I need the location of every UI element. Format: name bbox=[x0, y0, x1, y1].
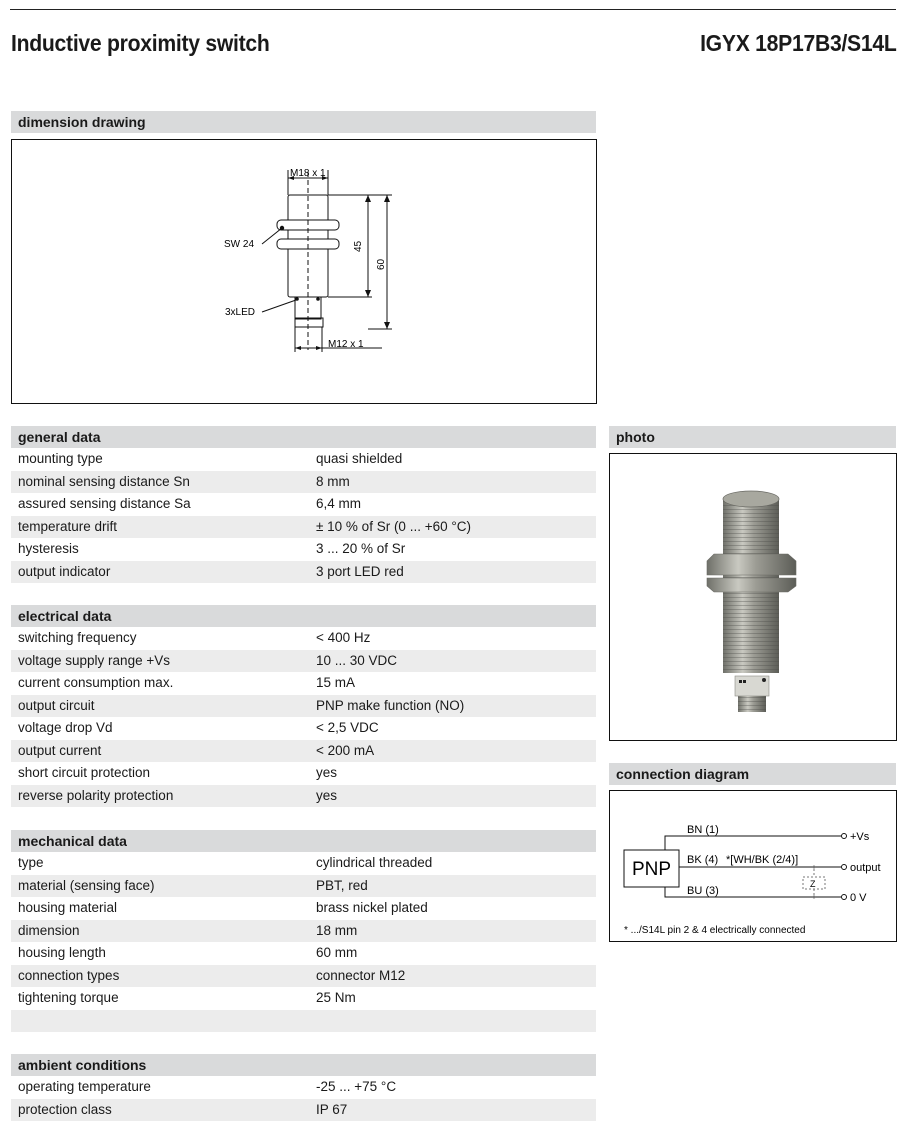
top-rule bbox=[10, 9, 896, 10]
table-row bbox=[11, 1076, 596, 1099]
page-title: Inductive proximity switch bbox=[11, 30, 270, 56]
row-value: connector M12 bbox=[316, 967, 406, 983]
terminal-output-label: output bbox=[850, 862, 881, 874]
row-key: assured sensing distance Sa bbox=[18, 496, 191, 511]
row-value: PNP make function (NO) bbox=[316, 697, 465, 713]
ambient-conditions-heading: ambient conditions bbox=[11, 1054, 596, 1076]
hex-nut-lower bbox=[707, 578, 796, 592]
dimension-drawing bbox=[12, 140, 596, 403]
thread-bottom-label: M12 x 1 bbox=[328, 339, 364, 350]
table-row bbox=[11, 942, 596, 965]
row-key: switching frequency bbox=[18, 630, 137, 645]
led-label: 3xLED bbox=[225, 307, 256, 318]
row-key: type bbox=[18, 855, 44, 870]
footnote: * .../S14L pin 2 & 4 electrically connected bbox=[624, 925, 806, 936]
table-row-empty bbox=[11, 1010, 596, 1033]
photo-box bbox=[609, 453, 897, 741]
pnp-label: PNP bbox=[632, 859, 672, 880]
row-key: hysteresis bbox=[18, 541, 79, 556]
row-key: connection types bbox=[18, 967, 120, 983]
row-key: housing length bbox=[18, 945, 106, 960]
terminal-0v-label: 0 V bbox=[850, 892, 867, 904]
row-value: < 2,5 VDC bbox=[316, 720, 379, 735]
electrical-data-heading: electrical data bbox=[11, 605, 596, 627]
photo-heading: photo bbox=[609, 426, 896, 448]
wrench-size-label: SW 24 bbox=[224, 239, 255, 250]
dimension-drawing-box bbox=[11, 139, 597, 404]
row-value: < 200 mA bbox=[316, 742, 375, 758]
table-row bbox=[11, 471, 596, 494]
row-value: 10 ... 30 VDC bbox=[316, 652, 398, 668]
table-row bbox=[11, 785, 596, 808]
table-row bbox=[11, 516, 596, 539]
row-value: -25 ... +75 °C bbox=[316, 1079, 397, 1094]
hex-nut-upper bbox=[707, 554, 796, 575]
wire-bk-alt-label: *[WH/BK (2/4)] bbox=[726, 854, 799, 866]
thread-top-label: M18 x 1 bbox=[290, 168, 326, 179]
row-value: 3 ... 20 % of Sr bbox=[316, 541, 406, 556]
terminal-vs-label: +Vs bbox=[850, 831, 870, 843]
row-key: material (sensing face) bbox=[18, 877, 155, 893]
table-row bbox=[11, 672, 596, 695]
row-value: brass nickel plated bbox=[316, 900, 428, 915]
row-value: yes bbox=[316, 787, 338, 803]
row-key: reverse polarity protection bbox=[18, 787, 174, 803]
table-row bbox=[11, 852, 596, 875]
length-60-label: 60 bbox=[376, 258, 387, 270]
row-key: housing material bbox=[18, 900, 118, 915]
table-row bbox=[11, 987, 596, 1010]
row-key: output circuit bbox=[18, 697, 95, 713]
general-data-heading: general data bbox=[11, 426, 596, 448]
row-value: 3 port LED red bbox=[316, 563, 404, 579]
table-row bbox=[11, 897, 596, 920]
row-value: IP 67 bbox=[316, 1101, 348, 1117]
row-key: dimension bbox=[18, 922, 80, 938]
general-data-table bbox=[11, 448, 596, 583]
table-row bbox=[11, 717, 596, 740]
connection-diagram-heading: connection diagram bbox=[609, 763, 896, 785]
table-row bbox=[11, 493, 596, 516]
table-row bbox=[11, 448, 596, 471]
wire-bn-label: BN (1) bbox=[687, 824, 719, 836]
row-value: ± 10 % of Sr (0 ... +60 °C) bbox=[316, 518, 471, 534]
sensing-face bbox=[723, 491, 779, 507]
row-key: operating temperature bbox=[18, 1079, 151, 1094]
terminal-output bbox=[842, 865, 847, 870]
table-row bbox=[11, 920, 596, 943]
table-row bbox=[11, 650, 596, 673]
table-row bbox=[11, 740, 596, 763]
wire-bn bbox=[665, 836, 841, 850]
table-row bbox=[11, 627, 596, 650]
row-value: cylindrical threaded bbox=[316, 855, 433, 870]
row-key: voltage supply range +Vs bbox=[18, 652, 170, 668]
row-value: 15 mA bbox=[316, 675, 356, 690]
row-value: 25 Nm bbox=[316, 990, 356, 1005]
mechanical-data-table bbox=[11, 852, 596, 1032]
row-key: nominal sensing distance Sn bbox=[18, 473, 190, 489]
terminal-vs bbox=[842, 834, 847, 839]
table-row bbox=[11, 695, 596, 718]
row-key: voltage drop Vd bbox=[18, 720, 113, 735]
ambient-conditions-table bbox=[11, 1076, 596, 1121]
wire-bk-label: BK (4) bbox=[687, 854, 719, 866]
connection-diagram bbox=[610, 791, 896, 941]
row-value: 6,4 mm bbox=[316, 496, 362, 511]
row-key: mounting type bbox=[18, 451, 103, 466]
row-key: temperature drift bbox=[18, 518, 118, 534]
row-value: PBT, red bbox=[316, 877, 368, 893]
table-row bbox=[11, 965, 596, 988]
table-row bbox=[11, 875, 596, 898]
connection-diagram-box bbox=[609, 790, 897, 942]
electrical-data-table bbox=[11, 627, 596, 807]
row-value: 18 mm bbox=[316, 922, 358, 938]
row-key: output current bbox=[18, 742, 102, 758]
dimension-drawing-heading: dimension drawing bbox=[11, 111, 596, 133]
row-value: 8 mm bbox=[316, 473, 350, 489]
length-45-label: 45 bbox=[353, 240, 364, 252]
mechanical-data-heading: mechanical data bbox=[11, 830, 596, 852]
model-number: IGYX 18P17B3/S14L bbox=[700, 30, 897, 56]
table-row bbox=[11, 762, 596, 785]
row-value: quasi shielded bbox=[316, 451, 403, 466]
row-key: short circuit protection bbox=[18, 765, 151, 780]
row-key: tightening torque bbox=[18, 990, 119, 1005]
terminal-0v bbox=[842, 895, 847, 900]
wire-bu-label: BU (3) bbox=[687, 885, 719, 897]
table-row bbox=[11, 1099, 596, 1122]
sensor-photo bbox=[610, 454, 896, 740]
table-row bbox=[11, 561, 596, 584]
row-key: output indicator bbox=[18, 563, 111, 579]
row-value: 60 mm bbox=[316, 945, 358, 960]
table-row bbox=[11, 538, 596, 561]
row-value: < 400 Hz bbox=[316, 630, 371, 645]
row-key: protection class bbox=[18, 1101, 112, 1117]
row-value: yes bbox=[316, 765, 338, 780]
load-z-label: Z bbox=[810, 879, 816, 889]
row-key: current consumption max. bbox=[18, 675, 174, 690]
